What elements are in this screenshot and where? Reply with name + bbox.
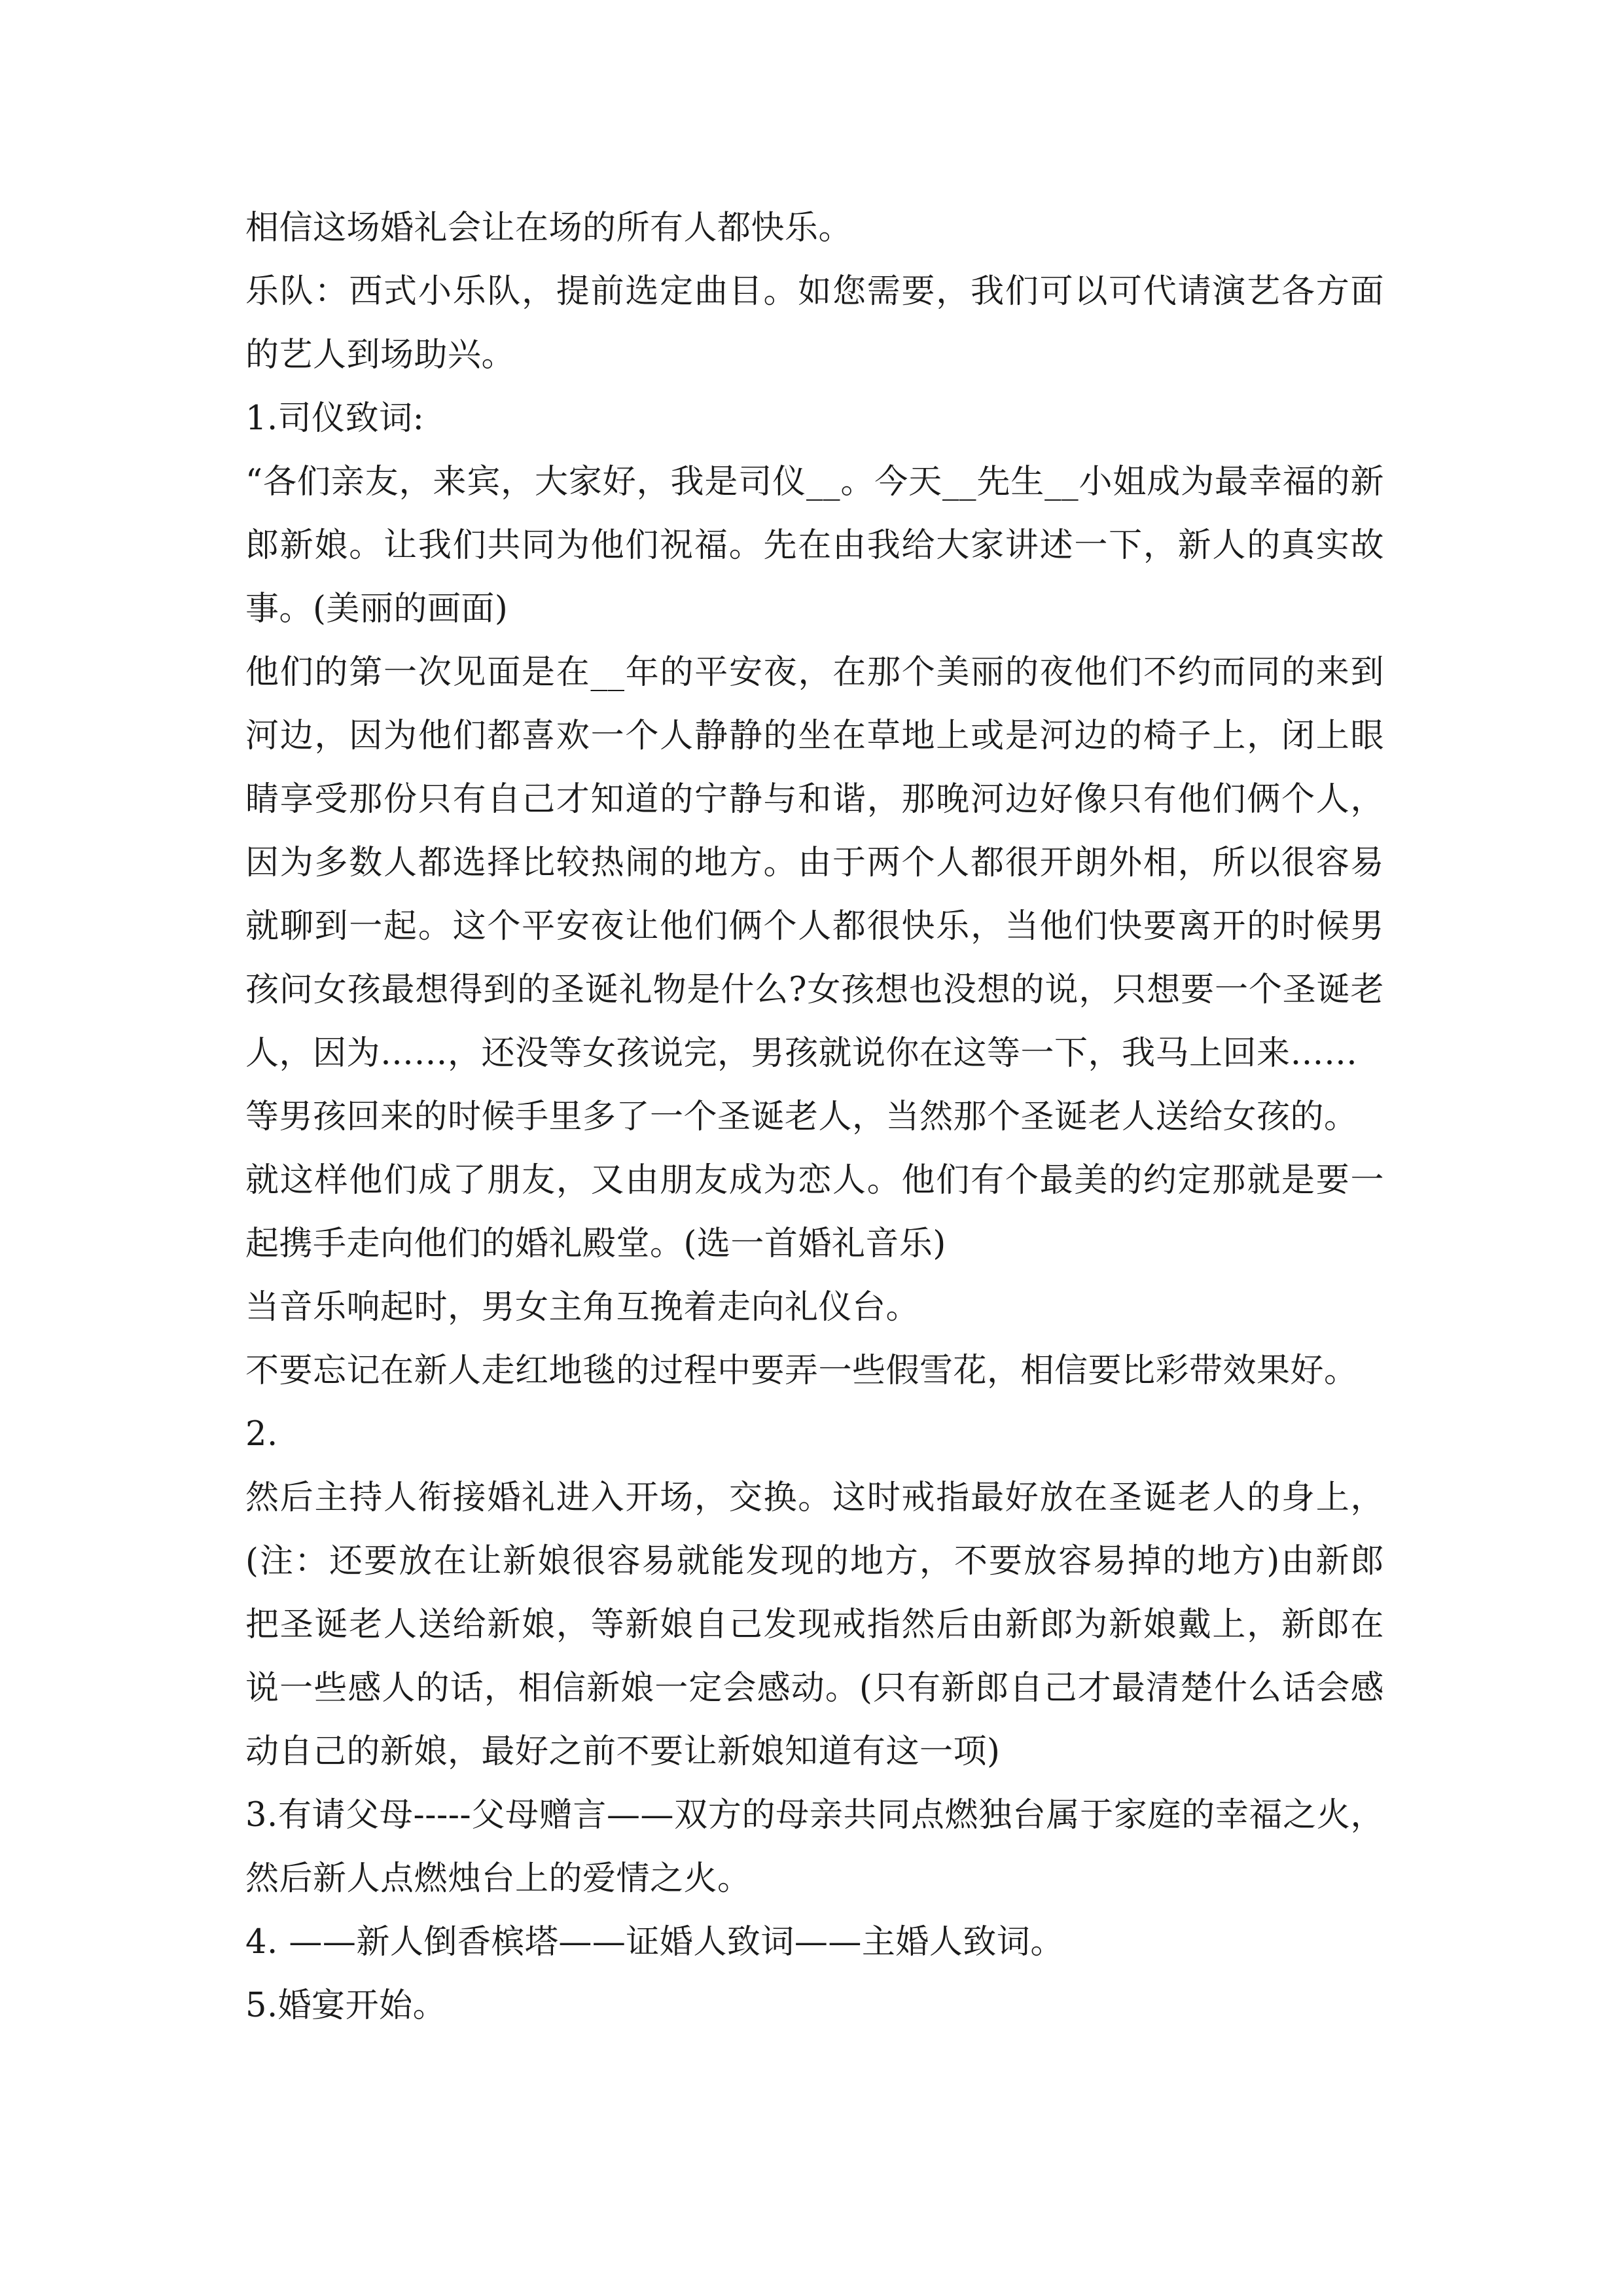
paragraph-snow: 不要忘记在新人走红地毯的过程中要弄一些假雪花，相信要比彩带效果好。 — [245, 1352, 1358, 1390]
paragraph-music: 当音乐响起时，男女主角互挽着走向礼仪台。 — [245, 1288, 920, 1327]
paragraph-band: 乐队：西式小乐队，提前选定曲目。如您需要，我们可以可代请演艺各方面的艺人到场助兴。 — [245, 272, 1384, 374]
paragraph-gift: 等男孩回来的时候手里多了一个圣诞老人，当然那个圣诞老人送给女孩的。 — [245, 1098, 1358, 1136]
paragraph-friends: 就这样他们成了朋友，又由朋友成为恋人。他们有个最美的约定那就是要一起携手走向他们的婚礼殿堂。(选一首婚礼音乐) — [245, 1161, 1384, 1263]
paragraph-intro: 相信这场婚礼会让在场的所有人都快乐。 — [245, 209, 853, 247]
paragraph-parents: 3.有请父母-----父母赠言——双方的母亲共同点燃独台属于家庭的幸福之火，然后新人点燃烛台上的爱情之火。 — [245, 1796, 1384, 1898]
paragraph-champagne: 4. ——新人倒香槟塔——证婚人致词——主婚人致词。 — [245, 1923, 1064, 1962]
paragraph-section-2-heading: 2. — [245, 1415, 278, 1454]
document-body — [245, 196, 1384, 2037]
paragraph-story: 他们的第一次见面是在__年的平安夜，在那个美丽的夜他们不约而同的来到河边，因为他们都喜欢一个人静静的坐在草地上或是河边的椅子上，闭上眼睛享受那份只有自己才知道的宁静与和谐，那晚河边好像只有他们俩个人，因为多数人都选择比较热闹的地方。由于两个人都很开朗外相，所以很容易就聊到一起。这个平安夜让他们俩个人都很快乐，当他们快要离开的时候男孩问女孩最想得到的圣诞礼物是什么?女孩想也没想的说，只想要一个圣诞老人，因为……，还没等女孩说完，男孩就说你在这等一下，我马上回来…… — [245, 653, 1384, 1073]
paragraph-section-1-heading: 1.司仪致词: — [245, 399, 425, 438]
paragraph-ring-exchange: 然后主持人衔接婚礼进入开场，交换。这时戒指最好放在圣诞老人的身上，(注：还要放在让新娘很容易就能发现的地方，不要放容易掉的地方)由新郎把圣诞老人送给新娘，等新娘自己发现戒指然后由新郎为新娘戴上，新郎在说一些感人的话，相信新娘一定会感动。(只有新郎自己才最清楚什么话会感动自己的新娘，最好之前不要让新娘知道有这一项) — [245, 1479, 1384, 1771]
paragraph-banquet: 5.婚宴开始。 — [245, 1986, 447, 2025]
paragraph-host-speech: “各们亲友，来宾，大家好，我是司仪__。今天__先生__小姐成为最幸福的新郎新娘。让我们共同为他们祝福。先在由我给大家讲述一下，新人的真实故事。(美丽的画面) — [245, 463, 1384, 628]
